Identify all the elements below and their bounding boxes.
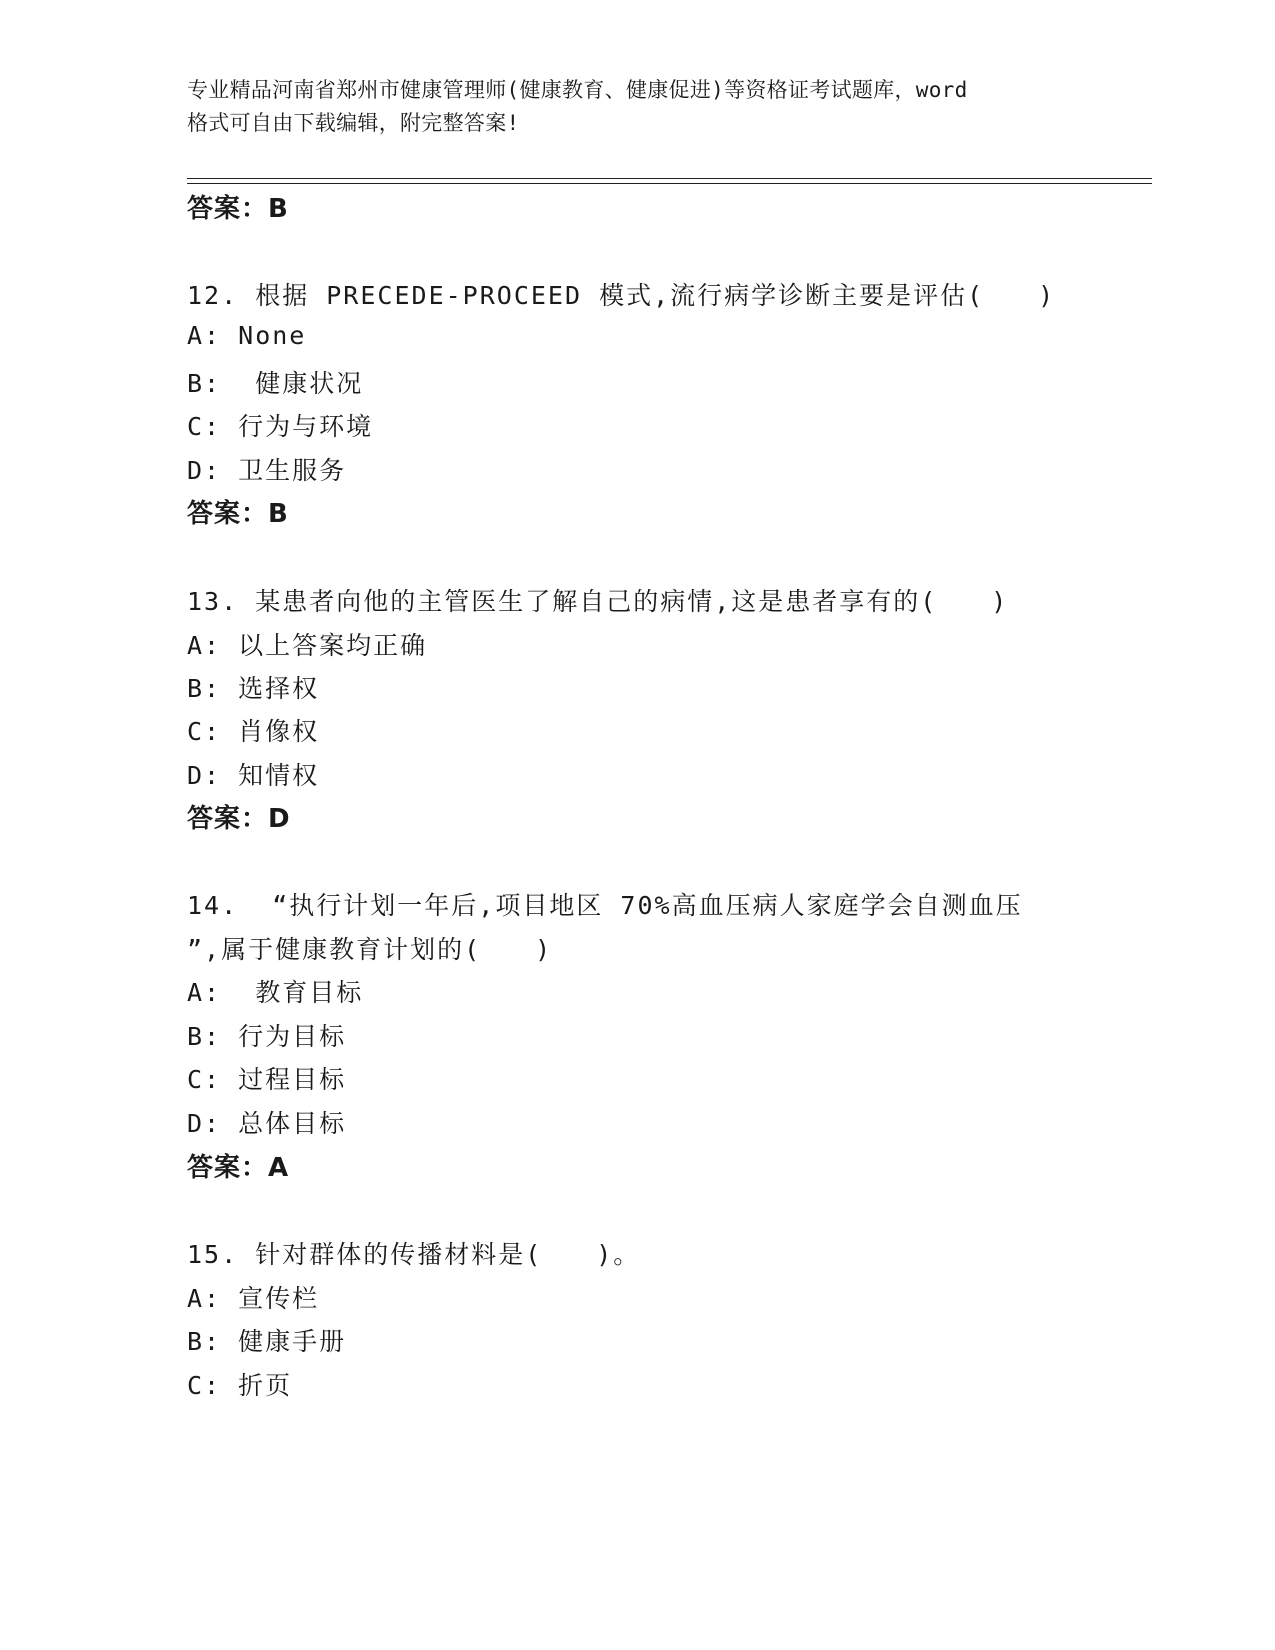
question-13-option-a: A: 以上答案均正确 — [187, 631, 428, 660]
question-12-option-b: B: 健康状况 — [187, 369, 364, 398]
question-13-text: 13. 某患者向他的主管医生了解自己的病情,这是患者享有的( ) — [187, 587, 1009, 616]
question-14-text-line-2: ”,属于健康教育计划的( ) — [187, 935, 553, 964]
question-14-option-b: B: 行为目标 — [187, 1022, 347, 1051]
question-14-answer: 答案：A — [187, 1153, 290, 1183]
question-15-text: 15. 针对群体的传播材料是( )。 — [187, 1240, 641, 1269]
question-12-text: 12. 根据 PRECEDE-PROCEED 模式,流行病学诊断主要是评估( ) — [187, 281, 1056, 310]
header-line-1: 专业精品河南省郑州市健康管理师(健康教育、健康促进)等资格证考试题库，word — [187, 78, 968, 102]
question-15-option-c: C: 折页 — [187, 1371, 293, 1400]
question-15-option-a: A: 宣传栏 — [187, 1284, 320, 1313]
question-13-option-d: D: 知情权 — [187, 761, 320, 790]
question-14-text-line-1: 14. “执行计划一年后,项目地区 70%高血压病人家庭学会自测血压 — [187, 891, 1023, 920]
question-13-option-b: B: 选择权 — [187, 674, 320, 703]
question-13-option-c: C: 肖像权 — [187, 717, 320, 746]
question-14-option-d: D: 总体目标 — [187, 1109, 347, 1138]
header-divider-top — [187, 178, 1152, 179]
question-14-option-c: C: 过程目标 — [187, 1065, 347, 1094]
question-15-option-b: B: 健康手册 — [187, 1327, 347, 1356]
question-12-option-a: A: None — [187, 321, 307, 350]
header-divider-bottom — [187, 183, 1152, 184]
header-line-2: 格式可自由下载编辑，附完整答案! — [187, 111, 520, 135]
question-13-answer: 答案：D — [187, 804, 291, 834]
document-header — [187, 74, 1107, 140]
question-14-option-a: A: 教育目标 — [187, 978, 364, 1007]
question-12-option-c: C: 行为与环境 — [187, 412, 374, 441]
question-12-answer: 答案：B — [187, 499, 289, 529]
question-12-option-d: D: 卫生服务 — [187, 456, 347, 485]
answer-line: 答案：B — [187, 194, 289, 224]
